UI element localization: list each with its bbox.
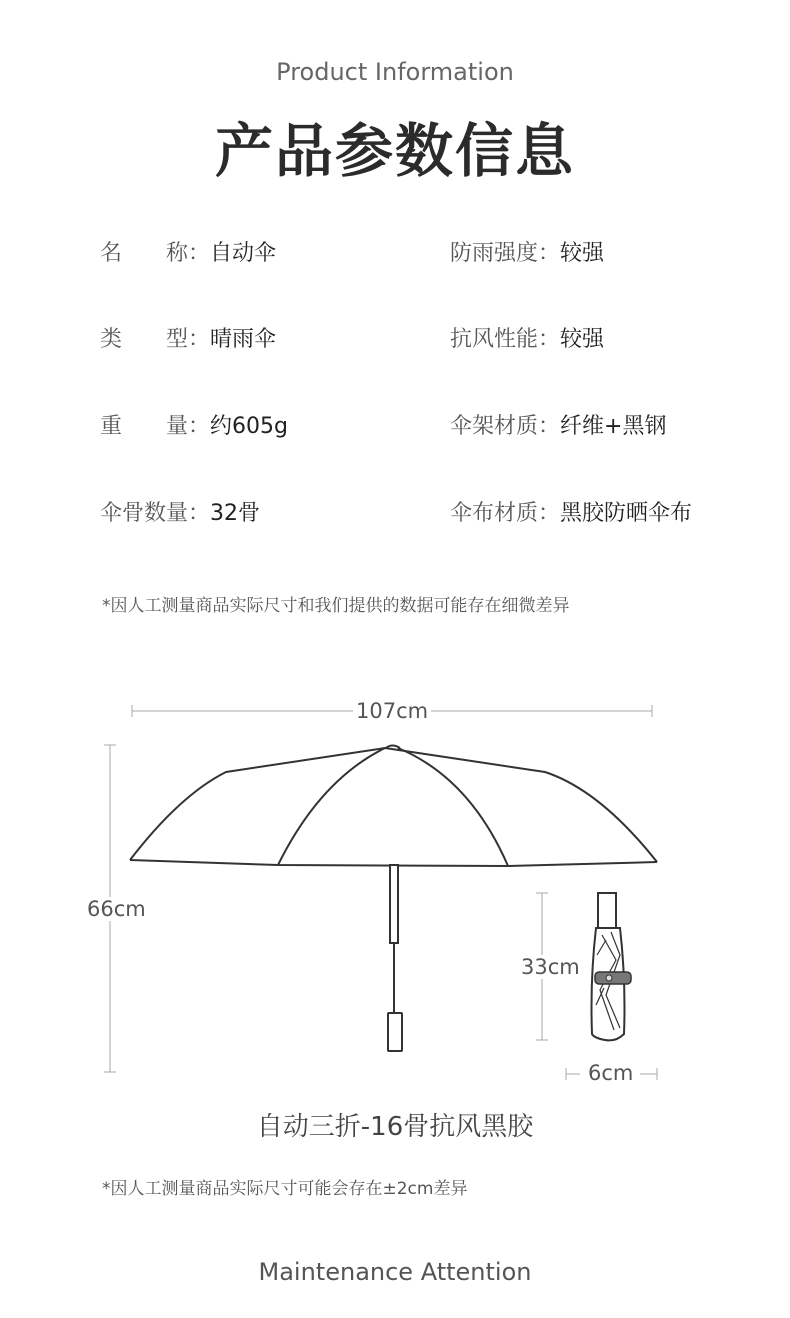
spec-value: 较强 <box>560 327 605 352</box>
spec-label: 伞布材质： <box>450 501 561 526</box>
subtitle-en: Product Information <box>276 58 514 86</box>
spec-label: 防雨强度： <box>450 241 561 266</box>
spec-value: 黑胶防晒伞布 <box>560 501 693 526</box>
spec-frame-material <box>450 409 666 440</box>
spec-value: 较强 <box>560 241 605 266</box>
spec-fabric-material <box>450 496 692 527</box>
folded-width-label: 6cm <box>585 1061 636 1085</box>
section-title-maintenance: Maintenance Attention <box>258 1258 532 1286</box>
spec-value: 自动伞 <box>210 241 277 266</box>
spec-type <box>100 322 276 353</box>
umbrella-canopy <box>130 746 657 867</box>
spec-value: 晴雨伞 <box>210 327 277 352</box>
spec-label: 重 量： <box>100 414 211 439</box>
model-name: 自动三折-16骨抗风黑胶 <box>256 1112 534 1142</box>
umbrella-shaft <box>388 865 402 1051</box>
spec-ribs <box>100 496 260 527</box>
spec-name <box>100 236 276 267</box>
spec-weight <box>100 409 288 440</box>
folded-umbrella <box>592 893 632 1040</box>
measurement-note: *因人工测量商品实际尺寸和我们提供的数据可能存在细微差异 <box>102 596 570 616</box>
spec-label: 名 称： <box>100 241 211 266</box>
umbrella-diagram <box>0 690 790 1090</box>
height-label: 66cm <box>84 897 149 921</box>
spec-label: 伞骨数量： <box>100 501 211 526</box>
spec-label: 抗风性能： <box>450 327 561 352</box>
spec-value: 约605g <box>210 414 288 439</box>
width-label: 107cm <box>353 699 431 723</box>
spec-wind-resistance <box>450 322 604 353</box>
tolerance-note: *因人工测量商品实际尺寸可能会存在±2cm差异 <box>102 1179 468 1199</box>
folded-length-label: 33cm <box>518 955 583 979</box>
spec-value: 纤维+黑钢 <box>560 414 667 439</box>
page-title: 产品参数信息 <box>214 117 575 185</box>
spec-rain-resistance <box>450 236 604 267</box>
spec-value: 32骨 <box>210 501 261 526</box>
spec-label: 类 型： <box>100 327 211 352</box>
spec-label: 伞架材质： <box>450 414 561 439</box>
